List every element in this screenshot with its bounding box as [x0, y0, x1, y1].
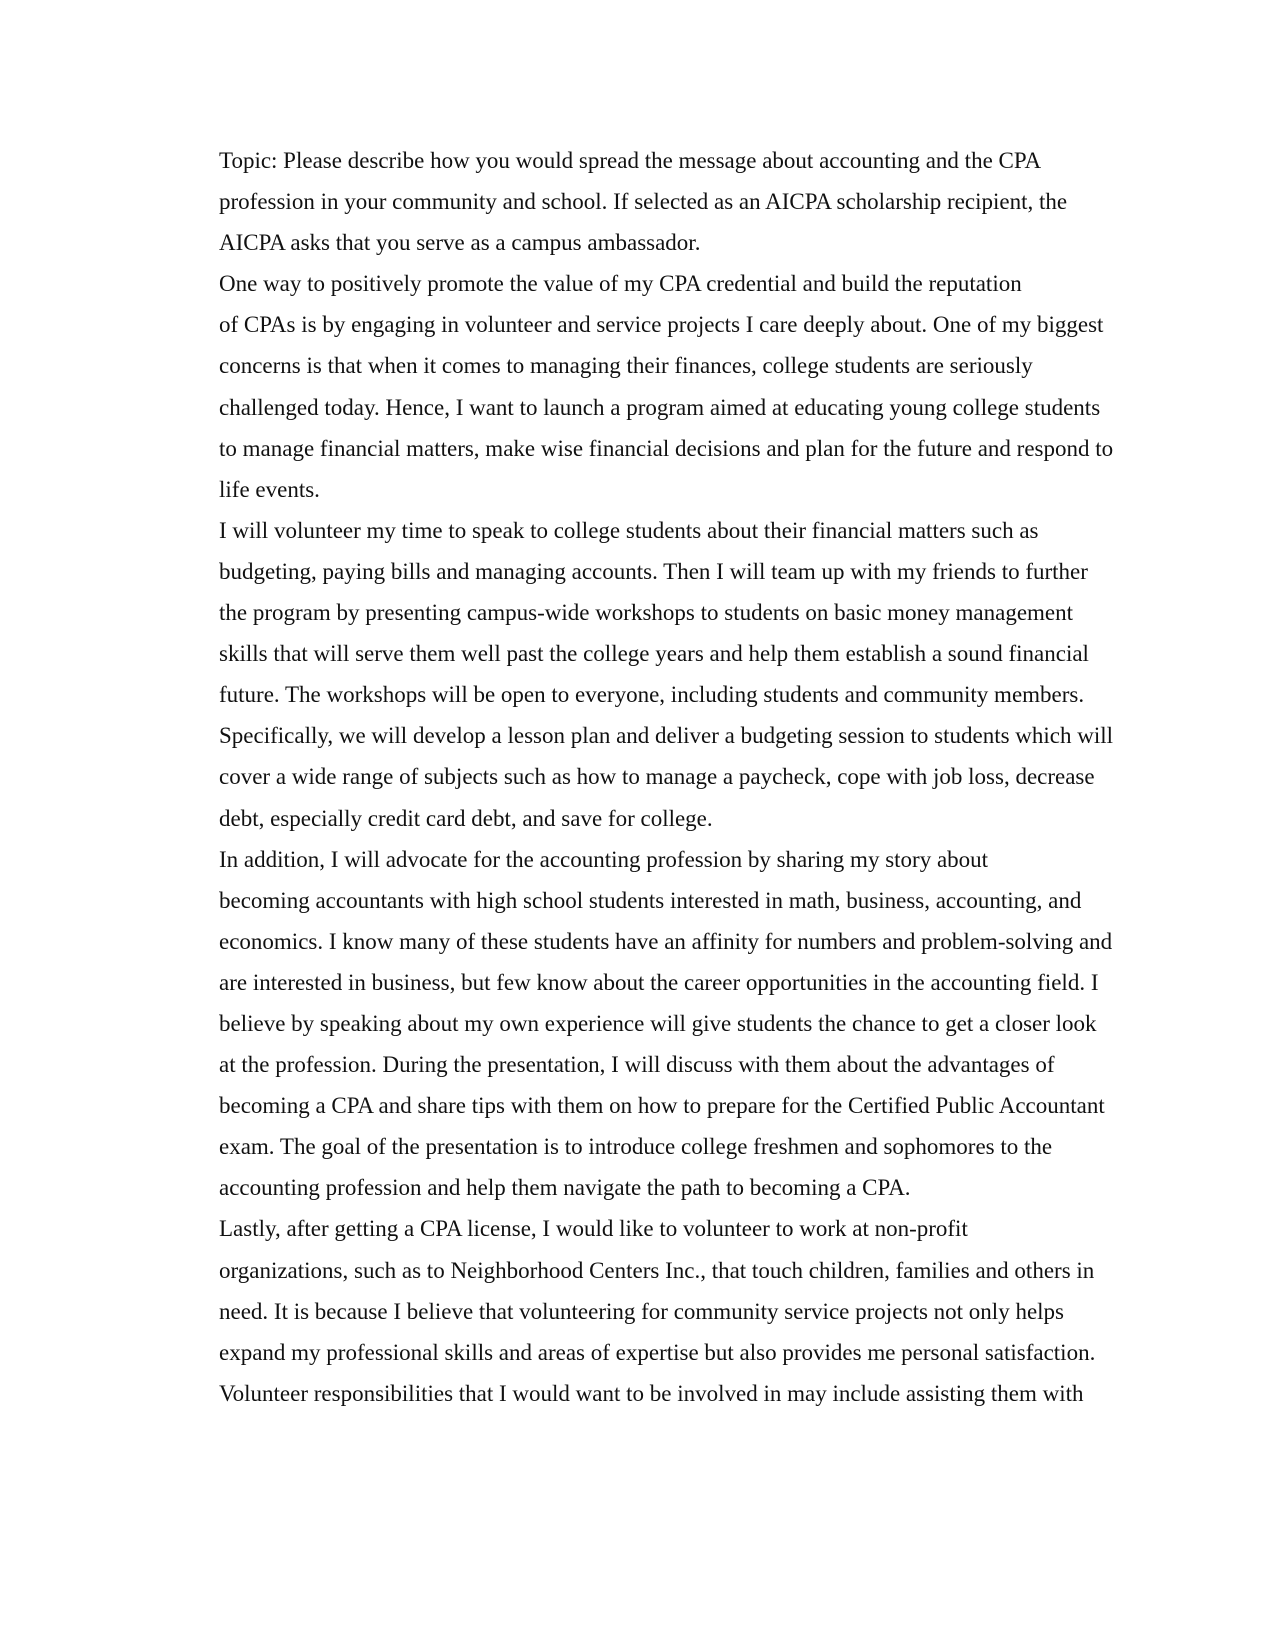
paragraph-line: challenged today. Hence, I want to launch a program aimed at educating young college students: [219, 394, 1101, 420]
paragraph-line: expand my professional skills and areas of expertise but also provides me personal satisfaction.: [219, 1339, 1096, 1365]
paragraph-line: cover a wide range of subjects such as how to manage a paycheck, cope with job loss, decrease: [219, 764, 1095, 790]
paragraph-line: profession in your community and school. If selected as an AICPA scholarship recipient, the: [219, 189, 1068, 215]
paragraph-line: are interested in business, but few know about the career opportunities in the accounting field. I: [219, 969, 1099, 995]
paragraph-line: concerns is that when it comes to managing their finances, college students are seriously: [219, 353, 1033, 379]
paragraph-line: skills that will serve them well past the college years and help them establish a sound financial: [219, 641, 1089, 667]
paragraph-line: the program by presenting campus-wide workshops to students on basic money management: [219, 600, 1074, 626]
paragraph-intro: [146, 263, 1114, 510]
paragraph-line: economics. I know many of these students have an affinity for numbers and problem-solving and: [219, 928, 1113, 954]
paragraph-line: AICPA asks that you serve as a campus ambassador.: [219, 230, 701, 256]
paragraph-line: Specifically, we will develop a lesson plan and deliver a budgeting session to students which will: [219, 723, 1114, 749]
paragraph-line: believe by speaking about my own experience will give students the chance to get a closer look: [219, 1010, 1097, 1036]
paragraph-line: Topic: Please describe how you would spread the message about accounting and the CPA: [219, 148, 1042, 173]
paragraph-line: budgeting, paying bills and managing accounts. Then I will team up with my friends to further: [219, 558, 1088, 584]
paragraph-line: future. The workshops will be open to everyone, including students and community members.: [219, 682, 1085, 708]
paragraph-nonprofit: [146, 1208, 1106, 1413]
paragraph-topic: [146, 140, 1106, 263]
paragraph-line: In addition, I will advocate for the accounting profession by sharing my story about: [219, 846, 989, 872]
paragraph-line: Volunteer responsibilities that I would want to be involved in may include assisting them with: [219, 1380, 1084, 1406]
paragraph-line: accounting profession and help them navigate the path to becoming a CPA.: [219, 1175, 911, 1201]
paragraph-line: Lastly, after getting a CPA license, I would like to volunteer to work at non-profit: [219, 1216, 968, 1242]
paragraph-line: debt, especially credit card debt, and save for college.: [219, 805, 713, 831]
paragraph-line: at the profession. During the presentation, I will discuss with them about the advantages of: [219, 1052, 1055, 1078]
paragraph-line: becoming a CPA and share tips with them on how to prepare for the Certified Public Accountant: [219, 1093, 1105, 1119]
paragraph-advocacy: [146, 839, 1113, 1209]
paragraph-volunteer: [146, 510, 1114, 839]
paragraph-line: need. It is because I believe that volunteering for community service projects not only helps: [219, 1298, 1064, 1324]
paragraph-line: life events.: [219, 476, 320, 502]
paragraph-line: exam. The goal of the presentation is to introduce college freshmen and sophomores to the: [219, 1134, 1053, 1160]
essay-body: [146, 140, 1114, 1414]
paragraph-line: organizations, such as to Neighborhood Centers Inc., that touch children, families and others in: [219, 1257, 1095, 1283]
paragraph-line: becoming accountants with high school students interested in math, business, accounting, and: [219, 887, 1082, 913]
paragraph-line: of CPAs is by engaging in volunteer and service projects I care deeply about. One of my biggest: [219, 312, 1104, 338]
paragraph-line: to manage financial matters, make wise financial decisions and plan for the future and respond to: [219, 435, 1114, 461]
paragraph-line: One way to positively promote the value of my CPA credential and build the reputation: [219, 271, 1022, 297]
paragraph-line: I will volunteer my time to speak to college students about their financial matters such as: [219, 517, 1039, 543]
